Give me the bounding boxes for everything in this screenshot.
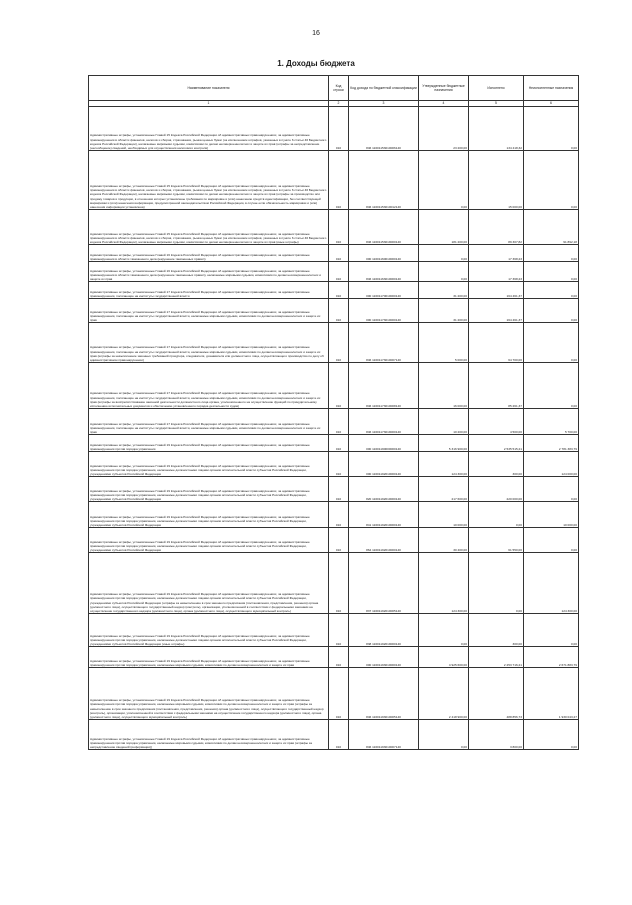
- row-approved: 0,00: [419, 151, 469, 210]
- row-approved: 124 300,00: [419, 553, 469, 614]
- table-row: [89, 409, 579, 435]
- row-unexecuted: 0,00: [524, 151, 579, 210]
- row-name: Административные штрафы, установленные Главой 17 Кодекса Российской Федерации об административных правонарушениях, за административные правонарушения, посягающие на институты государственной власти, налагаемые мировыми судьями, комиссиями по делам несовершеннолетних и защите их прав: [89, 409, 329, 435]
- row-name: Административные штрафы, установленные Главой 19 Кодекса Российской Федерации об административных правонарушениях, за административные правонарушения против порядка управления, налагаемые должностными лицами органов исполнительной власти субъектов Российской Федерации, учреждениями субъектов Российской Федерации: [89, 502, 329, 528]
- row-line-code: 010: [329, 502, 349, 528]
- row-line-code: 010: [329, 363, 349, 409]
- row-line-code: 010: [329, 647, 349, 668]
- row-name: Административные штрафы, установленные Главой 19 Кодекса Российской Федерации об административных правонарушениях, за административные правонарушения против порядка управления: [89, 435, 329, 452]
- row-unexecuted: 0,00: [524, 528, 579, 553]
- row-executed: 15 000,00: [469, 151, 524, 210]
- row-executed: 300,00: [469, 452, 524, 477]
- row-executed: 89 307,82: [469, 210, 524, 245]
- row-unexecuted: 2 781 383,79: [524, 435, 579, 452]
- column-number: 3: [349, 101, 419, 107]
- row-income-code: 846 11601173010007140: [349, 323, 419, 363]
- table-row: [89, 262, 579, 282]
- row-line-code: 010: [329, 477, 349, 502]
- row-income-code: 838 11601192019000140: [349, 614, 419, 647]
- table-row: [89, 151, 579, 210]
- row-approved: 5 000,00: [419, 323, 469, 363]
- row-name: Административные штрафы, установленные Главой 16 Кодекса Российской Федерации об административных правонарушениях, за административные правонарушения в области таможенного дела (нарушение таможенных правил): [89, 245, 329, 262]
- table-body: [89, 107, 579, 750]
- row-line-code: 010: [329, 299, 349, 323]
- row-income-code: 000 11601190000000140: [349, 435, 419, 452]
- row-executed: 64 700,00: [469, 323, 524, 363]
- row-executed: 220 000,00: [469, 477, 524, 502]
- row-name: Административные штрафы, установленные Главой 15 Кодекса Российской Федерации об административных правонарушениях, за административные правонарушения в области финансов, налогов и сборов, страхования, рынка ценных бумаг (за исключением штрафов, указанных в пункте 6 статьи 46 Бюджетного кодекса Российской Федерации), налагаемые мировыми судьями, комиссиями по делам несовершеннолетних и защите их прав (штрафы за непредставление (несообщение) сведений, необходимых для осуществления налогового контроля): [89, 107, 329, 151]
- row-unexecuted: 0,00: [524, 477, 579, 502]
- row-line-code: 010: [329, 245, 349, 262]
- row-name: Административные штрафы, установленные Главой 19 Кодекса Российской Федерации об административных правонарушениях, за административные правонарушения против порядка управления, налагаемые мировыми судьями, комиссиями по делам несовершеннолетних и защите их прав: [89, 647, 329, 668]
- row-executed: 164 461,37: [469, 299, 524, 323]
- table-row: [89, 668, 579, 720]
- row-line-code: 010: [329, 210, 349, 245]
- header-line-code: Код строки: [329, 76, 349, 101]
- table-row: [89, 363, 579, 409]
- row-line-code: 010: [329, 435, 349, 452]
- column-number: 5: [469, 101, 524, 107]
- table-row: [89, 452, 579, 477]
- row-name: Административные штрафы, установленные Главой 17 Кодекса Российской Федерации об административных правонарушениях, за административные правонарушения, посягающие на институты государственной власти, налагаемые мировыми судьями, комиссиями по делам несовершеннолетних и защите их прав (штрафы за невыполнение законных требований прокурора, следователя, дознавателя или должностного лица, осуществляющего производство по делу об административном правонарушении): [89, 323, 329, 363]
- row-income-code: 000 11601193010000140: [349, 647, 419, 668]
- row-income-code: 846 11601163010000140: [349, 262, 419, 282]
- table-row: [89, 245, 579, 262]
- row-line-code: 010: [329, 668, 349, 720]
- row-executed: 17 368,23: [469, 245, 524, 262]
- row-approved: 217 600,00: [419, 477, 469, 502]
- table-row: [89, 647, 579, 668]
- row-approved: 31 200,00: [419, 282, 469, 299]
- row-line-code: 010: [329, 553, 349, 614]
- table-row: [89, 107, 579, 151]
- row-unexecuted: 0,00: [524, 299, 579, 323]
- row-income-code: 864 11601192010000140: [349, 528, 419, 553]
- row-unexecuted: 5 700,00: [524, 409, 579, 435]
- row-income-code: 846 11601173010008140: [349, 363, 419, 409]
- row-unexecuted: 10 000,00: [524, 502, 579, 528]
- row-name: Административные штрафы, установленные Главой 15 Кодекса Российской Федерации об административных правонарушениях, за административные правонарушения в области финансов, налогов и сборов, страхования, рынка ценных бумаг (за исключением штрафов, указанных в пункте 6 статьи 46 Бюджетного кодекса Российской Федерации), налагаемые мировыми судьями, комиссиями по делам несовершеннолетних и защите их прав (иные штрафы): [89, 210, 329, 245]
- section-title: 1. Доходы бюджета: [277, 59, 355, 68]
- row-income-code: 841 11601192010000140: [349, 502, 419, 528]
- row-approved: 0,00: [419, 614, 469, 647]
- table-row: [89, 502, 579, 528]
- row-executed: 0,00: [469, 502, 524, 528]
- row-executed: 488 856,73: [469, 668, 524, 720]
- header-unexecuted: Неисполненные назначения: [524, 76, 579, 101]
- header-executed: Исполнено: [469, 76, 524, 101]
- row-unexecuted: 124 300,00: [524, 553, 579, 614]
- row-unexecuted: 0,00: [524, 720, 579, 750]
- row-approved: 0,00: [419, 720, 469, 750]
- row-name: Административные штрафы, установленные Главой 15 Кодекса Российской Федерации об административных правонарушениях, за административные правонарушения в области финансов, налогов и сборов, страхования, рынка ценных бумаг (за исключением штрафов, указанных в пункте 6 статьи 46 Бюджетного кодекса Российской Федерации), налагаемые мировыми судьями, комиссиями по делам несовершеннолетних и защите их прав (штрафы за производство или продажу товаров и продукции, в отношении которых установлены требования по маркировке и (или) нанесению средств идентификации, без соответствующей маркировки и (или) нанесения информации, предусмотренной законодательством Российской Федерации, в случае если обязательность маркировки и (или) нанесения информации установлена): [89, 151, 329, 210]
- row-name: Административные штрафы, установленные Главой 16 Кодекса Российской Федерации об административных правонарушениях, за административные правонарушения в области таможенного дела (нарушение таможенных правил), налагаемые мировыми судьями, комиссиями по делам несовершеннолетних и защите их прав: [89, 262, 329, 282]
- row-executed: 300,00: [469, 614, 524, 647]
- table-row: [89, 299, 579, 323]
- row-name: Административные штрафы, установленные Главой 17 Кодекса Российской Федерации об административных правонарушениях, за административные правонарушения, посягающие на институты государственной власти, налагаемые мировыми судьями, комиссиями по делам несовершеннолетних и защите их прав: [89, 299, 329, 323]
- row-approved: 2 418 900,00: [419, 668, 469, 720]
- row-approved: 0,00: [419, 245, 469, 262]
- row-approved: 5 316 900,00: [419, 435, 469, 452]
- row-unexecuted: 2 671 883,79: [524, 647, 579, 668]
- row-income-code: 820 11601192010000140: [349, 477, 419, 502]
- header-income-code: Код дохода по бюджетной классификации: [349, 76, 419, 101]
- row-unexecuted: 124 000,00: [524, 452, 579, 477]
- row-approved: 10 000,00: [419, 502, 469, 528]
- row-unexecuted: 0,00: [524, 282, 579, 299]
- row-income-code: 000 11601192010000140: [349, 452, 419, 477]
- row-executed: 17 368,23: [469, 262, 524, 282]
- table-row: [89, 323, 579, 363]
- row-line-code: 010: [329, 282, 349, 299]
- row-name: Административные штрафы, установленные Главой 19 Кодекса Российской Федерации об административных правонарушениях, за административные правонарушения против порядка управления, налагаемые мировыми судьями, комиссиями по делам несовершеннолетних и защите их прав (штрафы за непредставление сведений (информации)): [89, 720, 329, 750]
- table-row: [89, 282, 579, 299]
- row-executed: 134 418,32: [469, 107, 524, 151]
- table-row: [89, 435, 579, 452]
- row-approved: 30 400,00: [419, 528, 469, 553]
- row-approved: 0,00: [419, 262, 469, 282]
- row-name: Административные штрафы, установленные Главой 17 Кодекса Российской Федерации об административных правонарушениях, за административные правонарушения, посягающие на институты государственной власти, налагаемые мировыми судьями, комиссиями по делам несовершеннолетних и защите их прав (штрафы за воспрепятствование законной деятельности должностного лица органа, уполномоченного на осуществление функций по принудительному исполнению исполнительных документов и обеспечению установленного порядка деятельности судов): [89, 363, 329, 409]
- row-name: Административные штрафы, установленные Главой 19 Кодекса Российской Федерации об административных правонарушениях, за административные правонарушения против порядка управления, налагаемые должностными лицами органов исполнительной власти субъектов Российской Федерации, учреждениями субъектов Российской Федерации: [89, 477, 329, 502]
- table-header-row: [89, 76, 579, 101]
- header-approved: Утвержденные бюджетные назначения: [419, 76, 469, 101]
- row-income-code: 846 11601153010006140: [349, 107, 419, 151]
- row-line-code: 010: [329, 151, 349, 210]
- row-line-code: 010: [329, 409, 349, 435]
- row-executed: 0,00: [469, 553, 524, 614]
- row-unexecuted: 1 930 043,27: [524, 668, 579, 720]
- table-row: [89, 210, 579, 245]
- row-line-code: 010: [329, 323, 349, 363]
- page-number: 16: [312, 30, 320, 37]
- row-line-code: 010: [329, 262, 349, 282]
- row-unexecuted: 0,00: [524, 262, 579, 282]
- row-income-code: 000 11601173010000140: [349, 299, 419, 323]
- row-line-code: 010: [329, 614, 349, 647]
- row-approved: 10 200,00: [419, 409, 469, 435]
- row-line-code: 010: [329, 720, 349, 750]
- row-income-code: 000 11601170010000140: [349, 282, 419, 299]
- row-unexecuted: 0,00: [524, 245, 579, 262]
- row-executed: 2 253 716,21: [469, 647, 524, 668]
- row-income-code: 846 11601153010012140: [349, 151, 419, 210]
- row-approved: 23 200,00: [419, 107, 469, 151]
- table-row: [89, 477, 579, 502]
- row-executed: 3 800,00: [469, 720, 524, 750]
- row-name: Административные штрафы, установленные Главой 19 Кодекса Российской Федерации об административных правонарушениях, за административные правонарушения против порядка управления, налагаемые мировыми судьями, комиссиями по делам несовершеннолетних и защите их прав (штрафы за невыполнение в срок законного предписания (постановления, представления, решения) органа (должностного лица), осуществляющего государственный надзор (контроль), организации, уполномоченной в соответствии с федеральными законами на осуществление государственного надзора (должностного лица), органа (должностного лица), осуществляющего муниципальный контроль): [89, 668, 329, 720]
- row-income-code: 846 11601153019000140: [349, 210, 419, 245]
- row-name: Административные штрафы, установленные Главой 19 Кодекса Российской Федерации об административных правонарушениях, за административные правонарушения против порядка управления, налагаемые должностными лицами органов исполнительной власти субъектов Российской Федерации, учреждениями субъектов Российской Федерации: [89, 528, 329, 553]
- header-name: Наименование показателя: [89, 76, 329, 101]
- row-executed: 4 500,00: [469, 409, 524, 435]
- row-name: Административные штрафы, установленные Главой 17 Кодекса Российской Федерации об административных правонарушениях, за административные правонарушения, посягающие на институты государственной власти: [89, 282, 329, 299]
- row-executed: 164 461,37: [469, 282, 524, 299]
- row-approved: 16 000,00: [419, 363, 469, 409]
- row-line-code: 010: [329, 528, 349, 553]
- row-name: Административные штрафы, установленные Главой 19 Кодекса Российской Федерации об административных правонарушениях, за административные правонарушения против порядка управления, налагаемые должностными лицами органов исполнительной власти субъектов Российской Федерации, учреждениями субъектов Российской Федерации: [89, 452, 329, 477]
- row-line-code: 010: [329, 452, 349, 477]
- column-number: 1: [89, 101, 329, 107]
- row-name: Административные штрафы, установленные Главой 19 Кодекса Российской Федерации об административных правонарушениях, за административные правонарушения против порядка управления, налагаемые должностными лицами органов исполнительной власти субъектов Российской Федерации, учреждениями субъектов Российской Федерации (штрафы за невыполнение в срок законного предписания (постановления, представления, решения) органа (должностного лица), осуществляющего государственный надзор (контроль), организации, уполномоченной в соответствии с федеральными законами на осуществление государственного надзора (должностного лица), органа (должностного лица), осуществляющего муниципальный контроль): [89, 553, 329, 614]
- row-unexecuted: 91 892,18: [524, 210, 579, 245]
- row-approved: 124 300,00: [419, 452, 469, 477]
- row-line-code: 010: [329, 107, 349, 151]
- table-row: [89, 720, 579, 750]
- row-income-code: 846 11601193010007140: [349, 720, 419, 750]
- table-row: [89, 553, 579, 614]
- row-income-code: 846 11601173019000140: [349, 409, 419, 435]
- row-executed: 61 550,00: [469, 528, 524, 553]
- budget-income-table: [88, 75, 579, 750]
- row-unexecuted: 0,00: [524, 107, 579, 151]
- row-unexecuted: 0,00: [524, 323, 579, 363]
- row-income-code: 000 11601160010000140: [349, 245, 419, 262]
- row-approved: 31 200,00: [419, 299, 469, 323]
- row-executed: 2 535 515,21: [469, 435, 524, 452]
- row-unexecuted: 0,00: [524, 363, 579, 409]
- row-executed: 85 261,37: [469, 363, 524, 409]
- row-name: Административные штрафы, установленные Главой 19 Кодекса Российской Федерации об административных правонарушениях, за административные правонарушения против порядка управления, налагаемые должностными лицами органов исполнительной власти субъектов Российской Федерации, учреждениями субъектов Российской Федерации (иные штрафы): [89, 614, 329, 647]
- row-approved: 181 200,00: [419, 210, 469, 245]
- column-number: 6: [524, 101, 579, 107]
- row-approved: 4 925 600,00: [419, 647, 469, 668]
- table-row: [89, 614, 579, 647]
- table-row: [89, 528, 579, 553]
- row-unexecuted: 0,00: [524, 614, 579, 647]
- row-income-code: 846 11601193010005140: [349, 668, 419, 720]
- column-number: 4: [419, 101, 469, 107]
- column-number: 2: [329, 101, 349, 107]
- row-income-code: 837 11601192010005140: [349, 553, 419, 614]
